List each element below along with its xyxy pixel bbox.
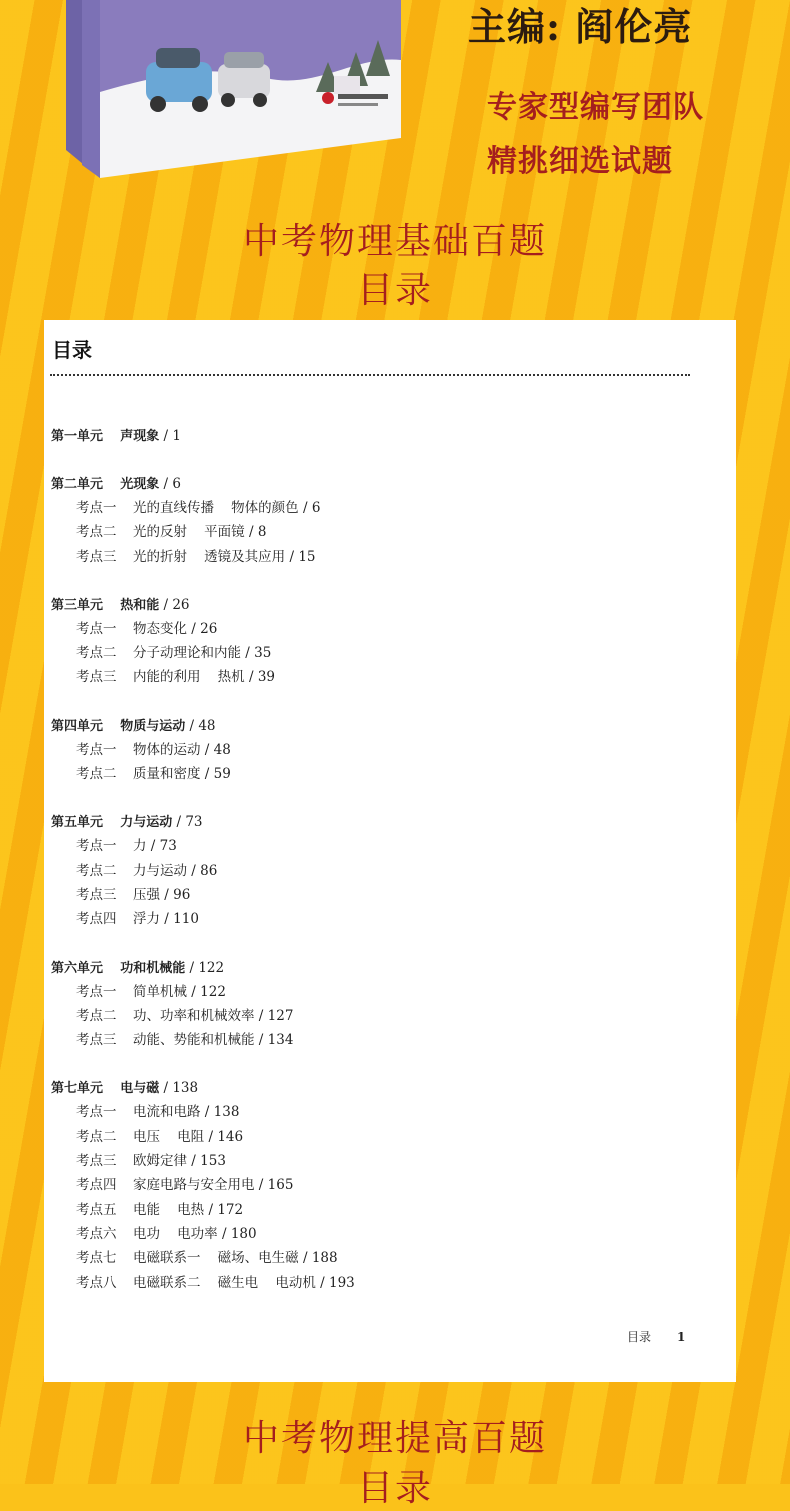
page-separator: / xyxy=(187,983,201,1000)
toc-item-row xyxy=(51,883,711,907)
spacer xyxy=(103,718,120,734)
item-page-number: 165 xyxy=(267,1177,294,1194)
unit-page-number: 48 xyxy=(198,717,216,734)
spacer xyxy=(103,597,120,613)
item-label: 考点二 xyxy=(76,766,117,783)
toc-item-row xyxy=(51,1004,711,1028)
item-title: 电压 电阻 xyxy=(133,1128,205,1145)
toc-item-row xyxy=(51,545,711,569)
item-title: 电流和电路 xyxy=(133,1104,201,1121)
item-title: 浮力 xyxy=(133,911,160,928)
spacer xyxy=(103,476,120,492)
item-page-number: 146 xyxy=(217,1128,244,1145)
page-separator: / xyxy=(160,911,174,928)
item-page-number: 39 xyxy=(257,669,275,686)
toc-item-row xyxy=(51,859,711,883)
toc-item-row xyxy=(51,496,711,520)
unit-page-number: 122 xyxy=(198,959,225,976)
unit-name: 第四单元 xyxy=(51,718,104,734)
section-subtitle-advanced: 目录 xyxy=(356,1468,433,1509)
item-label: 考点三 xyxy=(76,1153,117,1170)
item-label: 考点三 xyxy=(76,886,117,903)
item-page-number: 172 xyxy=(217,1201,244,1218)
page-separator: / xyxy=(200,766,214,783)
author-credit: 主编: 阎伦亮 xyxy=(468,4,693,49)
item-page-number: 35 xyxy=(254,645,272,662)
toc-unit-row xyxy=(51,956,711,980)
section-subtitle-basic: 目录 xyxy=(356,270,433,311)
page-separator: / xyxy=(185,717,199,734)
item-label: 考点二 xyxy=(76,645,117,662)
page-separator: / xyxy=(298,1250,312,1267)
item-title: 电磁联系二 磁生电 电动机 xyxy=(133,1274,316,1291)
toc-unit-row xyxy=(51,472,711,496)
page-separator: / xyxy=(244,524,258,541)
page-separator: / xyxy=(159,1080,173,1097)
toc-item-row xyxy=(51,980,711,1004)
item-page-number: 8 xyxy=(257,524,267,541)
toc-item-row xyxy=(51,1173,711,1197)
unit-title: 力与运动 xyxy=(120,815,173,831)
item-title: 光的直线传播 物体的颜色 xyxy=(133,500,299,516)
page-separator: / xyxy=(185,959,199,976)
item-label: 考点二 xyxy=(76,1007,117,1024)
item-title: 压强 xyxy=(133,886,160,903)
toc-page xyxy=(44,320,736,1382)
item-page-number: 26 xyxy=(200,620,218,637)
item-label: 考点三 xyxy=(76,548,117,565)
page-separator: / xyxy=(315,1274,329,1291)
spacer xyxy=(103,1080,120,1096)
unit-title: 功和机械能 xyxy=(120,960,186,976)
slogan-selected-questions: 精挑细选试题 xyxy=(487,144,673,179)
toc-item-row xyxy=(51,665,711,689)
toc-item-row xyxy=(51,1222,711,1246)
item-page-number: 138 xyxy=(213,1104,240,1121)
item-label: 考点三 xyxy=(76,1032,117,1049)
section-title-advanced: 中考物理提高百题 xyxy=(242,1418,547,1459)
toc-item-row xyxy=(51,1198,711,1222)
page-separator: / xyxy=(200,1104,214,1121)
item-title: 功、功率和机械效率 xyxy=(133,1007,255,1024)
page-separator: / xyxy=(159,476,173,492)
toc-unit-row xyxy=(51,810,711,834)
toc-item-row xyxy=(51,520,711,544)
item-label: 考点四 xyxy=(76,1177,117,1194)
page-separator: / xyxy=(172,814,186,831)
toc-item-row xyxy=(51,617,711,641)
item-label: 考点五 xyxy=(76,1201,117,1218)
unit-name: 第二单元 xyxy=(51,477,104,492)
page-separator: / xyxy=(159,596,173,613)
page-separator: / xyxy=(298,500,312,516)
unit-name: 第三单元 xyxy=(51,597,104,613)
page-separator: / xyxy=(160,886,174,903)
toc-item-row xyxy=(51,1100,711,1124)
unit-name: 第六单元 xyxy=(51,960,104,976)
toc-item-row xyxy=(51,1271,711,1295)
item-title: 物体的运动 xyxy=(133,741,201,758)
item-title: 欧姆定律 xyxy=(133,1153,187,1170)
toc-item-row xyxy=(51,907,711,931)
toc-unit-row xyxy=(51,593,711,617)
page-separator: / xyxy=(204,1201,218,1218)
item-label: 考点二 xyxy=(76,1128,117,1145)
item-page-number: 127 xyxy=(267,1007,294,1024)
page-separator: / xyxy=(187,620,201,637)
item-page-number: 193 xyxy=(328,1274,355,1291)
item-page-number: 48 xyxy=(213,741,231,758)
unit-title: 声现象 xyxy=(120,429,160,444)
toc-list xyxy=(51,424,711,1295)
book-cover-image xyxy=(66,0,401,178)
item-label: 考点二 xyxy=(76,524,117,541)
item-title: 物态变化 xyxy=(133,620,187,637)
toc-item-row xyxy=(51,1028,711,1052)
item-page-number: 188 xyxy=(311,1250,338,1267)
page-separator: / xyxy=(285,548,299,565)
toc-heading: 目录 xyxy=(52,338,92,362)
unit-title: 物质与运动 xyxy=(120,718,186,734)
page-separator: / xyxy=(187,862,201,879)
page-separator: / xyxy=(241,645,255,662)
item-label: 考点一 xyxy=(76,620,117,637)
page-separator: / xyxy=(217,1225,231,1242)
item-label: 考点一 xyxy=(76,741,117,758)
item-label: 考点三 xyxy=(76,669,117,686)
item-title: 质量和密度 xyxy=(133,766,201,783)
item-label: 考点一 xyxy=(76,838,117,855)
item-page-number: 134 xyxy=(267,1032,294,1049)
item-page-number: 180 xyxy=(230,1225,257,1242)
item-page-number: 153 xyxy=(200,1153,226,1170)
spacer xyxy=(103,960,120,976)
unit-title: 热和能 xyxy=(120,597,160,613)
page-separator: / xyxy=(254,1007,268,1024)
item-title: 家庭电路与安全用电 xyxy=(133,1177,255,1194)
item-page-number: 15 xyxy=(298,548,316,565)
unit-page-number: 6 xyxy=(172,476,181,492)
unit-page-number: 138 xyxy=(172,1080,199,1097)
toc-item-row xyxy=(51,1149,711,1173)
item-label: 考点八 xyxy=(76,1274,117,1291)
item-page-number: 73 xyxy=(159,838,177,855)
footer-label: 目录 xyxy=(627,1330,652,1344)
spacer xyxy=(103,428,120,444)
page-separator: / xyxy=(146,838,160,855)
item-title: 电能 电热 xyxy=(133,1201,205,1218)
item-label: 考点一 xyxy=(76,1104,117,1121)
item-page-number: 6 xyxy=(311,500,321,516)
page-separator: / xyxy=(254,1032,268,1049)
page-separator: / xyxy=(200,741,214,758)
toc-item-row xyxy=(51,738,711,762)
item-title: 分子动理论和内能 xyxy=(133,645,241,662)
toc-item-row xyxy=(51,762,711,786)
toc-unit-row xyxy=(51,1076,711,1100)
item-label: 考点七 xyxy=(76,1250,117,1267)
unit-page-number: 1 xyxy=(172,428,181,444)
toc-divider xyxy=(50,374,690,376)
item-page-number: 59 xyxy=(213,766,231,783)
unit-name: 第五单元 xyxy=(51,815,104,831)
unit-title: 电与磁 xyxy=(120,1081,160,1097)
item-label: 考点六 xyxy=(76,1225,117,1242)
unit-title: 光现象 xyxy=(120,477,160,492)
unit-page-number: 26 xyxy=(172,596,190,613)
unit-page-number: 73 xyxy=(185,814,203,831)
page-footer xyxy=(627,1328,685,1345)
item-label: 考点二 xyxy=(76,862,117,879)
item-title: 光的反射 平面镜 xyxy=(133,524,245,541)
item-title: 力与运动 xyxy=(133,862,187,879)
item-title: 电功 电功率 xyxy=(133,1225,218,1242)
page-separator: / xyxy=(159,428,173,444)
toc-item-row xyxy=(51,641,711,665)
slogan-expert-team: 专家型编写团队 xyxy=(487,90,704,125)
item-page-number: 96 xyxy=(173,886,191,903)
spacer xyxy=(103,814,120,830)
page-separator: / xyxy=(244,669,258,686)
item-title: 力 xyxy=(133,838,147,855)
item-title: 电磁联系一 磁场、电生磁 xyxy=(133,1250,299,1267)
page-separator: / xyxy=(204,1128,218,1145)
item-page-number: 122 xyxy=(200,983,226,1000)
item-label: 考点一 xyxy=(76,500,117,516)
toc-item-row xyxy=(51,834,711,858)
toc-unit-row xyxy=(51,714,711,738)
page-separator: / xyxy=(187,1153,201,1170)
toc-item-row xyxy=(51,1246,711,1270)
item-label: 考点四 xyxy=(76,911,117,928)
unit-name: 第七单元 xyxy=(51,1081,104,1097)
item-page-number: 86 xyxy=(200,862,218,879)
item-label: 考点一 xyxy=(76,983,117,1000)
section-title-basic: 中考物理基础百题 xyxy=(242,221,547,262)
unit-name: 第一单元 xyxy=(51,429,104,444)
item-page-number: 110 xyxy=(173,911,199,928)
item-title: 动能、势能和机械能 xyxy=(133,1032,255,1049)
page-separator: / xyxy=(254,1177,268,1194)
item-title: 内能的利用 热机 xyxy=(133,669,245,686)
item-title: 光的折射 透镜及其应用 xyxy=(133,548,286,565)
item-title: 简单机械 xyxy=(133,983,187,1000)
footer-page-number: 1 xyxy=(677,1330,686,1344)
toc-unit-row xyxy=(51,424,711,448)
toc-item-row xyxy=(51,1125,711,1149)
